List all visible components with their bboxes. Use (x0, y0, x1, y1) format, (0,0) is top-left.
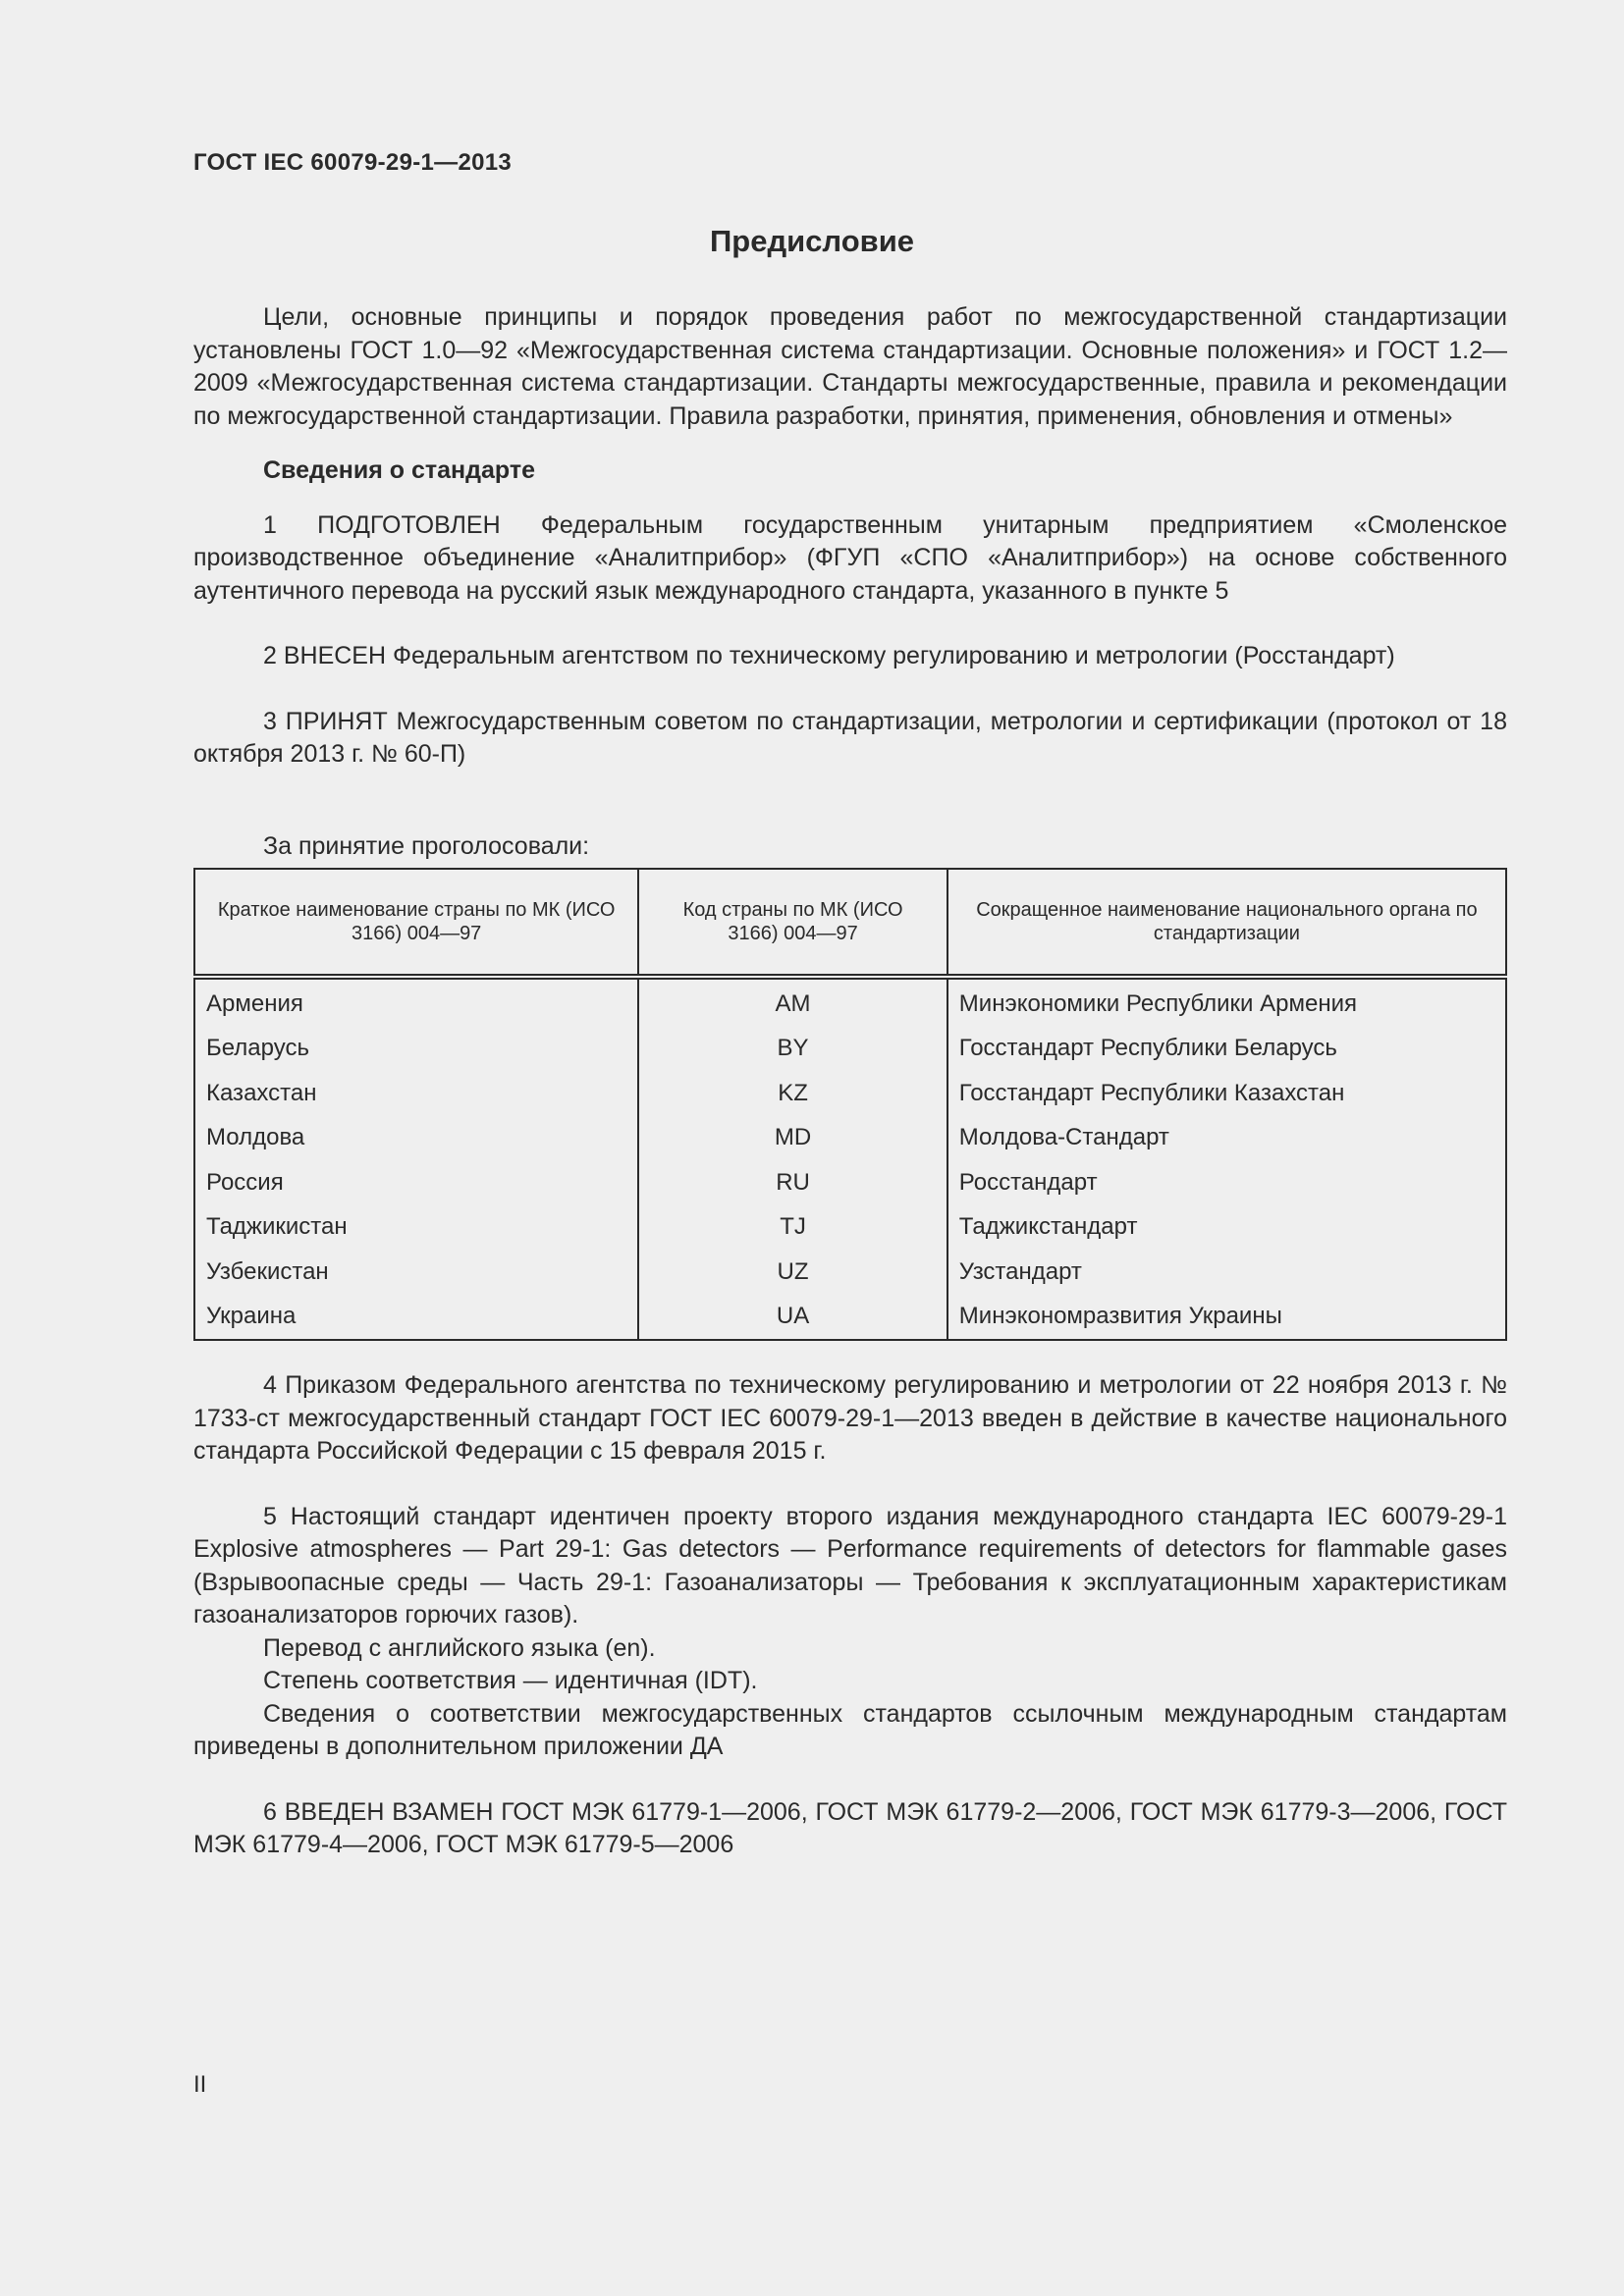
table-row (194, 1250, 1506, 1295)
item-5-paragraph: 5 Настоящий стандарт идентичен проекту второго издания международного стандарта IEC 60079-29-1 Explosive atmospheres — Part 29-1: Gas detectors — Performance requirements of detectors for flammable gases (Взрывоопасные среды — Часть 29-1: Газоанализаторы — Требования к эксплуатационным характеристикам газоанализаторов горючих газов). (193, 1502, 1507, 1629)
table-row (194, 1160, 1506, 1205)
country-name-cell: Таджикистан (194, 1205, 638, 1251)
standards-body-cell: Госстандарт Республики Беларусь (947, 1027, 1506, 1072)
document-header: ГОСТ IEC 60079-29-1—2013 (193, 149, 513, 176)
table-row (194, 977, 1506, 1027)
country-name-cell: Молдова (194, 1116, 638, 1161)
standards-body-cell: Росстандарт (947, 1160, 1506, 1205)
country-code-cell: UA (638, 1295, 947, 1341)
country-code-cell: RU (638, 1160, 947, 1205)
item-2-paragraph: 2 ВНЕСЕН Федеральным агентством по техническому регулированию и метрологии (Росстандарт) (263, 642, 1395, 669)
translation-note: Перевод с английского языка (en). (263, 1633, 656, 1662)
table-header-row (194, 869, 1506, 977)
country-name-cell: Беларусь (194, 1027, 638, 1072)
country-name-cell: Россия (194, 1160, 638, 1205)
table-row (194, 1295, 1506, 1341)
page-title: Предисловие (709, 224, 914, 258)
standards-body-cell: Узстандарт (947, 1250, 1506, 1295)
standards-body-cell: Минэкономразвития Украины (947, 1295, 1506, 1341)
page-number: II (193, 2071, 207, 2098)
lower-text-block (193, 1369, 1507, 1862)
section-heading: Сведения о стандарте (263, 456, 536, 484)
country-code-cell: UZ (638, 1250, 947, 1295)
table-row (194, 1116, 1506, 1161)
country-name-cell: Армения (194, 977, 638, 1027)
table-row (194, 1071, 1506, 1116)
upper-text-block (193, 301, 1507, 772)
standards-body-cell: Таджикстандарт (947, 1205, 1506, 1251)
header-country-code: Код страны по МК (ИСО 3166) 004—97 (638, 869, 947, 977)
item-1-paragraph: 1 ПОДГОТОВЛЕН Федеральным государственным унитарным предприятием «Смоленское производственное объединение «Аналитприбор» (ФГУП «СПО «Аналитприбор») на основе собственного аутентичного перевода на русский язык международного стандарта, указанного в пункте 5 (193, 510, 1507, 605)
item-3-paragraph: 3 ПРИНЯТ Межгосударственным советом по стандартизации, метрологии и сертификации (протокол от 18 октября 2013 г. № 60-П) (193, 707, 1507, 768)
country-name-cell: Узбекистан (194, 1250, 638, 1295)
vote-block (193, 830, 1507, 864)
header-country-name: Краткое наименование страны по МК (ИСО 3166) 004—97 (194, 869, 638, 977)
standards-body-cell: Минэкономики Республики Армения (947, 977, 1506, 1027)
country-code-cell: MD (638, 1116, 947, 1161)
table-row (194, 1205, 1506, 1251)
country-code-cell: BY (638, 1027, 947, 1072)
item-6-paragraph: 6 ВВЕДЕН ВЗАМЕН ГОСТ МЭК 61779-1—2006, ГОСТ МЭК 61779-2—2006, ГОСТ МЭК 61779-3—2006, ГОСТ МЭК 61779-4—2006, ГОСТ МЭК 61779-5—2006 (193, 1797, 1507, 1858)
standards-body-cell: Госстандарт Республики Казахстан (947, 1071, 1506, 1116)
references-note: Сведения о соответствии межгосударственных стандартов ссылочным международным стандартам приведены в дополнительном приложении ДА (193, 1699, 1507, 1760)
item-4-paragraph: 4 Приказом Федерального агентства по техническому регулированию и метрологии от 22 ноября 2013 г. № 1733-ст межгосударственный стандарт ГОСТ IEC 60079-29-1—2013 введен в действие в качестве национального стандарта Российской Федерации с 15 февраля 2015 г. (193, 1371, 1507, 1465)
intro-paragraph: Цели, основные принципы и порядок проведения работ по межгосударственной стандартизации установлены ГОСТ 1.0—92 «Межгосударственная система стандартизации. Основные положения» и ГОСТ 1.2—2009 «Межгосударственная система стандартизации. Стандарты межгосударственные, правила и рекомендации по межгосударственной стандартизации. Правила разработки, принятия, применения, обновления и отмены» (193, 303, 1507, 430)
vote-label: За принятие проголосовали: (263, 832, 590, 860)
country-name-cell: Казахстан (194, 1071, 638, 1116)
voting-table (193, 868, 1507, 1341)
country-code-cell: TJ (638, 1205, 947, 1251)
table-row (194, 1027, 1506, 1072)
header-standards-body: Сокращенное наименование национального органа по стандартизации (947, 869, 1506, 977)
country-code-cell: KZ (638, 1071, 947, 1116)
degree-note: Степень соответствия — идентичная (IDT). (263, 1667, 758, 1694)
standards-body-cell: Молдова-Стандарт (947, 1116, 1506, 1161)
country-name-cell: Украина (194, 1295, 638, 1341)
country-code-cell: AM (638, 977, 947, 1027)
